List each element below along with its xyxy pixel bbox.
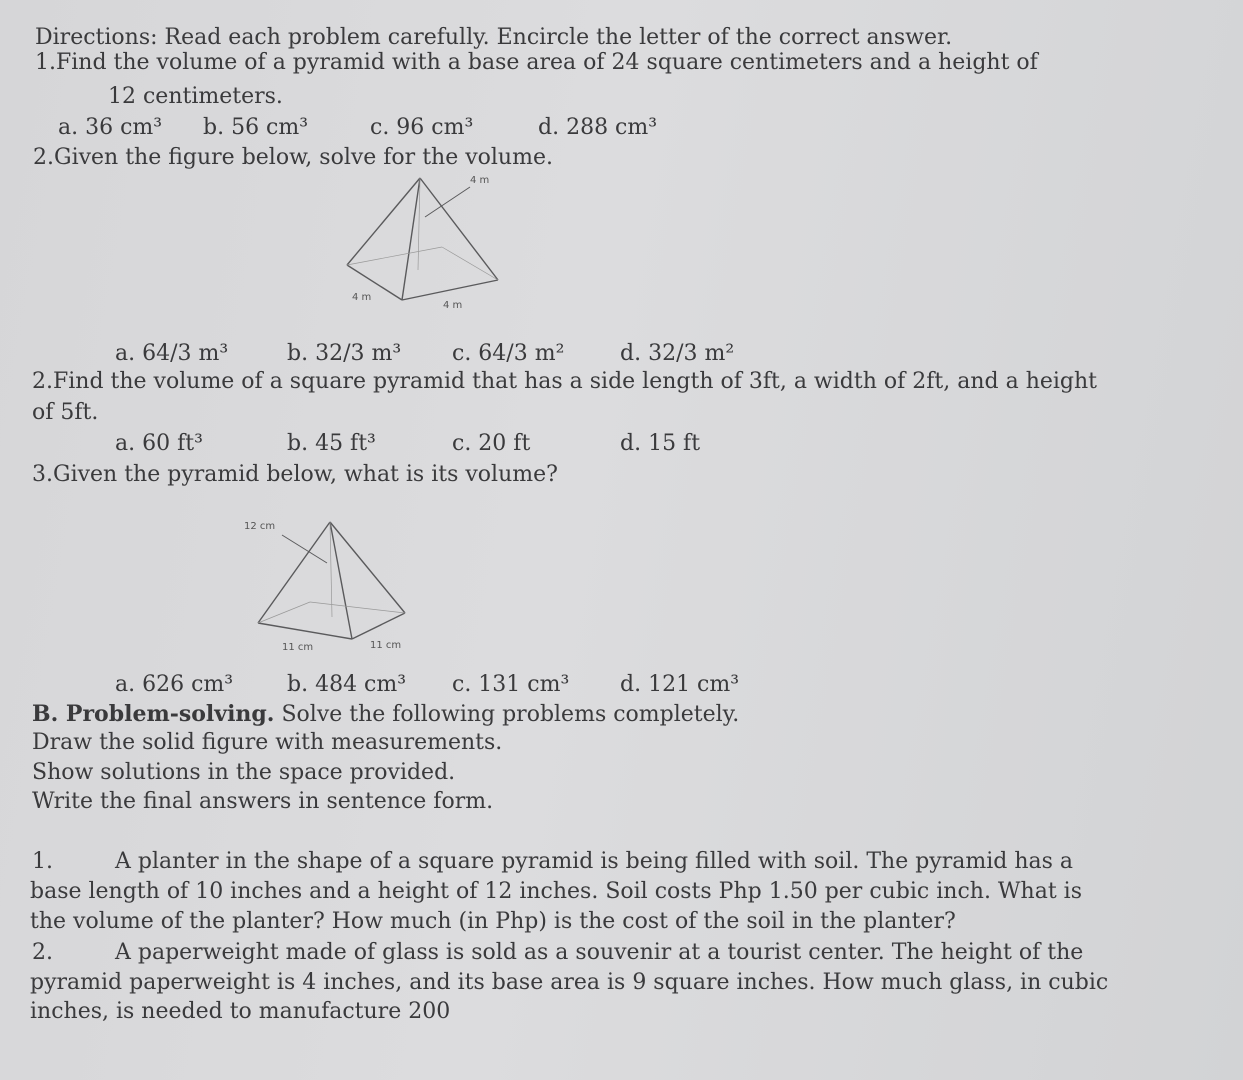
partB-title: B. Problem-solving.	[32, 701, 275, 727]
q2-choice-d[interactable]: d. 32/3 m²	[620, 341, 735, 366]
q3-choice-b[interactable]: b. 45 ft³	[287, 431, 376, 456]
problem-2-text: A paperweight made of glass is sold as a souvenir at a tourist center. The height of the	[115, 940, 1084, 965]
q2-choice-b[interactable]: b. 32/3 m³	[287, 341, 402, 366]
fig1-side-a-label: 4 m	[352, 292, 372, 303]
partB-instruction: Write the final answers in sentence form.	[32, 789, 494, 814]
q4-choice-d[interactable]: d. 121 cm³	[620, 672, 740, 697]
problem-1-number: 1.	[32, 849, 53, 874]
q1-text: 1.Find the volume of a pyramid with a base area of 24 square centimeters and a height of	[35, 50, 1038, 75]
pyramid-figure-2	[230, 505, 430, 655]
q3-text-cont: of 5ft.	[32, 400, 99, 425]
partB-subtitle: Solve the following problems completely.	[274, 702, 740, 727]
fig2-side-b-label: 11 cm	[370, 640, 402, 651]
problem-2-text: inches, is needed to manufacture 200	[30, 999, 451, 1024]
directions: Directions: Read each problem carefully. Encircle the letter of the correct answer.	[35, 25, 953, 50]
q3-text: 2.Find the volume of a square pyramid that has a side length of 3ft, a width of 2ft, and a height	[32, 369, 1098, 394]
q2-choice-a[interactable]: a. 64/3 m³	[115, 341, 229, 366]
q4-text: 3.Given the pyramid below, what is its volume?	[32, 462, 558, 487]
partB-instruction: Show solutions in the space provided.	[32, 760, 456, 785]
pyramid-figure-1	[330, 165, 530, 315]
problem-2-number: 2.	[32, 940, 53, 965]
fig2-side-a-label: 11 cm	[282, 642, 314, 653]
problem-1-text: A planter in the shape of a square pyramid is being filled with soil. The pyramid has a	[115, 849, 1074, 874]
fig1-height-label: 4 m	[470, 175, 490, 186]
q2-choice-c[interactable]: c. 64/3 m²	[452, 341, 565, 366]
problem-1-text: the volume of the planter? How much (in Php) is the cost of the soil in the planter?	[30, 909, 956, 934]
q2-text: 2.Given the figure below, solve for the volume.	[33, 145, 553, 170]
q4-choice-b[interactable]: b. 484 cm³	[287, 672, 407, 697]
q1-choice-a[interactable]: a. 36 cm³	[58, 115, 163, 140]
partB-instruction: Draw the solid figure with measurements.	[32, 730, 503, 755]
q1-choice-d[interactable]: d. 288 cm³	[538, 115, 658, 140]
fig1-side-b-label: 4 m	[443, 300, 463, 311]
q4-choice-a[interactable]: a. 626 cm³	[115, 672, 234, 697]
q3-choice-a[interactable]: a. 60 ft³	[115, 431, 203, 456]
q3-choice-d[interactable]: d. 15 ft	[620, 431, 701, 456]
q1-choice-b[interactable]: b. 56 cm³	[203, 115, 309, 140]
q3-choice-c[interactable]: c. 20 ft	[452, 431, 531, 456]
partB-heading	[32, 701, 739, 728]
fig2-height-label: 12 cm	[244, 521, 276, 532]
q4-choice-c[interactable]: c. 131 cm³	[452, 672, 570, 697]
q1-text-cont: 12 centimeters.	[108, 84, 283, 109]
q1-choice-c[interactable]: c. 96 cm³	[370, 115, 474, 140]
problem-2-text: pyramid paperweight is 4 inches, and its base area is 9 square inches. How much glass, in cubic	[30, 970, 1109, 995]
problem-1-text: base length of 10 inches and a height of 12 inches. Soil costs Php 1.50 per cubic inch. What is	[30, 879, 1082, 904]
